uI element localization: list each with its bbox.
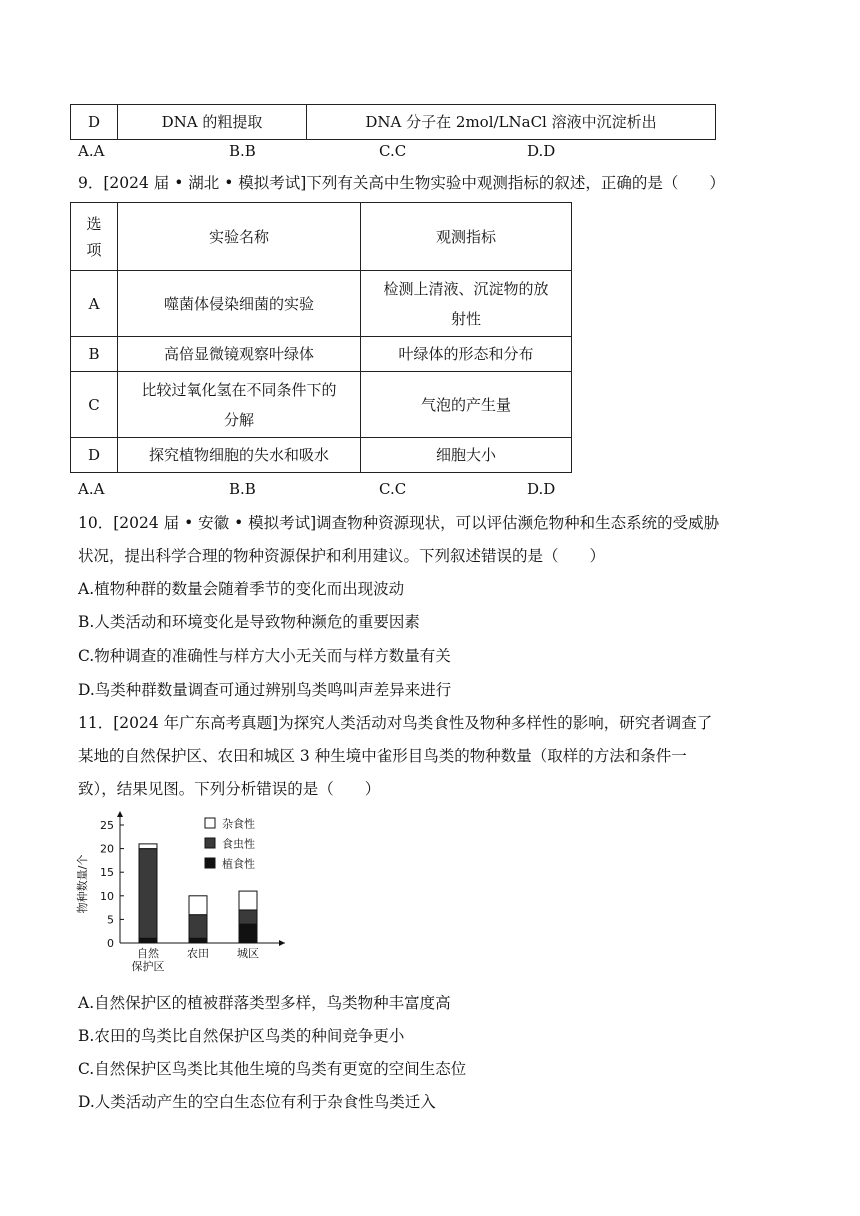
y-tick-label: 5 bbox=[107, 913, 114, 927]
cell-name: DNA 的粗提取 bbox=[118, 105, 307, 140]
q10-option-d: D.鸟类种群数量调查可通过辨别鸟类鸣叫声差异来进行 bbox=[78, 681, 452, 699]
legend-swatch bbox=[205, 858, 215, 868]
y-tick-label: 25 bbox=[100, 819, 114, 832]
y-tick-label: 0 bbox=[107, 937, 114, 950]
cell-indicator: DNA 分子在 2mol/LNaCl 溶液中沉淀析出 bbox=[307, 105, 716, 140]
cell-name bbox=[118, 372, 361, 438]
y-tick-label: 20 bbox=[100, 842, 114, 856]
header-name: 实验名称 bbox=[118, 203, 361, 271]
cell-indicator: 气泡的产生量 bbox=[361, 372, 572, 438]
option-c: C.C bbox=[379, 142, 407, 160]
q11-option-c: C.自然保护区鸟类比其他生境的鸟类有更宽的空间生态位 bbox=[78, 1060, 467, 1078]
cell-option: B bbox=[71, 337, 118, 372]
header-indicator: 观测指标 bbox=[361, 203, 572, 271]
option-a: A.A bbox=[78, 142, 105, 160]
x-tick-label: 保护区 bbox=[131, 960, 165, 973]
q11-stem-line1: 11．[2024 年广东高考真题]为探究人类活动对鸟类食性及物种多样性的影响，研究者调查了 bbox=[78, 714, 713, 732]
indicator-line2: 射性 bbox=[450, 309, 481, 328]
q9-stem: 9．[2024 届 • 湖北 • 模拟考试]下列有关高中生物实验中观测指标的叙述，正确的是（ ） bbox=[78, 174, 725, 192]
q11-stem-line3: 致），结果见图。下列分析错误的是（ ） bbox=[78, 780, 381, 798]
cell-name: 探究植物细胞的失水和吸水 bbox=[118, 438, 361, 473]
q10-option-c: C.物种调查的准确性与样方大小无关而与样方数量有关 bbox=[78, 647, 451, 665]
header-option-line2: 项 bbox=[86, 240, 102, 259]
q11-option-d: D.人类活动产生的空白生态位有利于杂食性鸟类迁入 bbox=[78, 1093, 436, 1111]
cell-indicator bbox=[361, 271, 572, 337]
bird-species-chart bbox=[70, 810, 300, 980]
cell-option: A bbox=[71, 271, 118, 337]
option-c: C.C bbox=[379, 480, 407, 498]
q10-stem-line2: 状况，提出科学合理的物种资源保护和利用建议。下列叙述错误的是（ ） bbox=[78, 547, 606, 565]
x-axis-arrow bbox=[279, 940, 285, 946]
y-tick-label: 15 bbox=[100, 866, 114, 880]
cell-name: 噬菌体侵染细菌的实验 bbox=[118, 271, 361, 337]
bar-segment bbox=[239, 910, 257, 924]
q10-option-a: A.植物种群的数量会随着季节的变化而出现波动 bbox=[78, 580, 405, 598]
cell-indicator: 叶绿体的形态和分布 bbox=[361, 337, 572, 372]
cell-option: D bbox=[71, 438, 118, 473]
bar-segment bbox=[189, 915, 207, 939]
cell-option: D bbox=[71, 105, 118, 140]
q10-option-b: B.人类活动和环境变化是导致物种濒危的重要因素 bbox=[78, 613, 420, 631]
legend-swatch bbox=[205, 818, 215, 828]
bar-segment bbox=[139, 849, 157, 939]
legend-swatch bbox=[205, 838, 215, 848]
legend-label: 食虫性 bbox=[222, 837, 255, 851]
bar-segment bbox=[239, 924, 257, 943]
y-tick-label: 10 bbox=[100, 889, 114, 903]
x-tick-label: 农田 bbox=[187, 947, 209, 960]
bar-segment bbox=[239, 891, 257, 910]
name-line2: 分解 bbox=[223, 410, 254, 429]
q9-options bbox=[0, 479, 860, 499]
bar-segment bbox=[189, 896, 207, 915]
x-tick-label: 城区 bbox=[237, 947, 259, 960]
q8-options bbox=[0, 141, 860, 161]
table-row bbox=[71, 372, 572, 438]
bar-segment bbox=[189, 938, 207, 943]
y-axis-arrow bbox=[117, 811, 123, 817]
table-row bbox=[71, 271, 572, 337]
q11-option-b: B.农田的鸟类比自然保护区鸟类的种间竞争更小 bbox=[78, 1027, 405, 1045]
cell-name: 高倍显微镜观察叶绿体 bbox=[118, 337, 361, 372]
x-tick-label: 自然 bbox=[137, 947, 159, 960]
option-a: A.A bbox=[78, 480, 105, 498]
option-b: B.B bbox=[229, 480, 256, 498]
q10-stem-line1: 10．[2024 届 • 安徽 • 模拟考试]调查物种资源现状，可以评估濒危物种和生态系统的受威胁 bbox=[78, 514, 720, 532]
table-row bbox=[71, 438, 572, 473]
cell-indicator: 细胞大小 bbox=[361, 438, 572, 473]
q11-stem-line2: 某地的自然保护区、农田和城区 3 种生境中雀形目鸟类的物种数量（取样的方法和条件一 bbox=[78, 747, 687, 765]
indicator-line1: 检测上清液、沉淀物的放 bbox=[383, 279, 549, 298]
header-option bbox=[71, 203, 118, 271]
table-header-row bbox=[71, 203, 572, 271]
q11-option-a: A.自然保护区的植被群落类型多样，鸟类物种丰富度高 bbox=[78, 994, 451, 1012]
bar-segment bbox=[139, 938, 157, 943]
option-d: D.D bbox=[527, 480, 556, 498]
table-row bbox=[71, 337, 572, 372]
top-table bbox=[70, 104, 716, 140]
header-option-line1: 选 bbox=[86, 214, 102, 233]
table-row bbox=[71, 105, 716, 140]
legend-label: 杂食性 bbox=[222, 817, 255, 831]
q9-table bbox=[70, 202, 572, 473]
option-d: D.D bbox=[527, 142, 556, 160]
y-axis-label: 物种数量/个 bbox=[76, 854, 89, 914]
legend-label: 植食性 bbox=[222, 857, 255, 871]
cell-option: C bbox=[71, 372, 118, 438]
name-line1: 比较过氧化氢在不同条件下的 bbox=[141, 380, 337, 399]
option-b: B.B bbox=[229, 142, 256, 160]
bar-segment bbox=[139, 844, 157, 849]
